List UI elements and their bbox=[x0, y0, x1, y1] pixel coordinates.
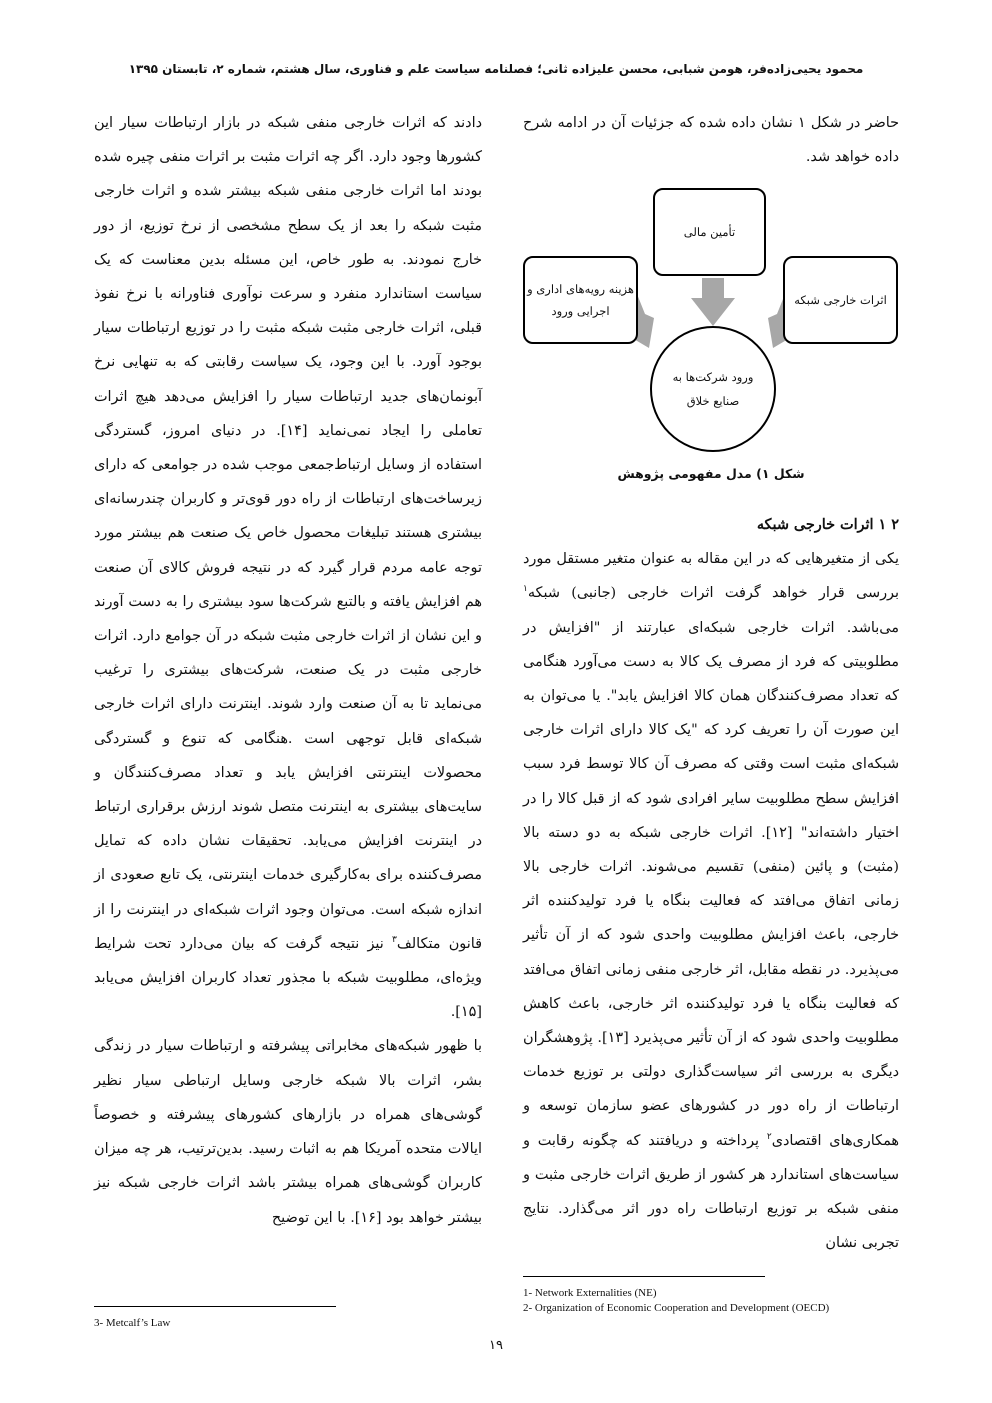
text-segment: پرداخته و دریافتند که چگونه رقابت و سیاست‌های استاندارد هر کشور از طریق اثرات خارجی مثبت و منفی شبکه بر توزیع ارتباطات راه دور اثر می‌گذارد. نتایج تجربی نشان bbox=[523, 1132, 899, 1252]
footnote-rule bbox=[523, 1276, 765, 1277]
text-segment: یکی از متغیرهایی که در این مقاله به عنوان متغیر مستقل مورد بررسی قرار خواهد گرفت اثرات خارجی (جانبی) شبکه bbox=[523, 551, 899, 602]
text-segment: می‌باشد. اثرات خارجی شبکه‌ای عبارتند از "افزایش در مطلوبیتی که فرد از مصرف یک کالا به دست می‌آورد هنگامی که تعداد مصرف‌کنندگان همان کالا افزایش یابد". یا می‌توان به این صورت آن را تعریف کرد که "یک کالا دارای اثرات خارجی شبکه‌ای مثبت است وقتی که مصرف آن کالا توسط فرد سبب افزایش سطح مطلوبیت سایر افرادی شود که از قبل کالا را در اختیار داشته‌اند" [۱۲]. اثرات خارجی شبکه به دو دسته بالا (مثبت) و پائین (منفی) تقسیم می‌شوند. اثرات خارجی بالا زمانی اتفاق می‌افتد که فعالیت بنگاه یا فرد تولیدکننده اثر خارجی، باعث افزایش مطلوبیت واحدی شود که از آن تأثیر می‌پذیرد. در نقطه مقابل، اثر خارجی منفی زمانی اتفاق می‌افتد که فعالیت بنگاه یا فرد تولیدکننده اثر خارجی، باعث کاهش مطلوبیت واحدی شود که از آن تأثیر می‌پذیرد [۱۳]. پژوهشگران دیگری به بررسی اثر سیاست‌گذاری دولتی بر توزیع خدمات ارتباطات از راه دور در کشورهای عضو سازمان توسعه و همکاری‌های اقتصادی bbox=[523, 619, 899, 1149]
footnote-2: 2- Organization of Economic Cooperation and Development (OECD) bbox=[523, 1302, 830, 1314]
left-column bbox=[94, 106, 482, 1235]
arrow-top-down bbox=[691, 278, 735, 326]
body-paragraph bbox=[523, 542, 899, 1260]
running-header: محمود یحیی‌زاده‌فر، هومن شبابی، محسن علیزاده ثانی؛ فصلنامه سیاست علم و فناوری، سال هشتم، شماره ۲، تابستان ۱۳۹۵ bbox=[128, 62, 864, 76]
footnote-marker-1: ۱ bbox=[523, 584, 528, 595]
figure-caption: شکل ۱) مدل مفهومی پژوهش bbox=[617, 466, 805, 481]
body-paragraph: با ظهور شبکه‌های مخابراتی پیشرفته و ارتباطات سیار در زندگی بشر، اثرات بالا شبکه خارجی وسایل ارتباطی سیار نظیر گوشی‌های همراه در بازارهای کشورهای پیشرفته و خصوصاً ایالات متحده آمریکا هم به اثبات رسید. بدین‌ترتیب، هر چه میزان کاربران گوشی‌های همراه بیشتر باشد اثرات خارجی شبکه نیز بیشتر خواهد بود [۱۶]. با این توضیح bbox=[94, 1038, 482, 1226]
footnote-rule bbox=[94, 1306, 336, 1307]
footnotes-left bbox=[94, 1316, 394, 1331]
box-admin-costs: هزینه رویه‌های اداری و اجرایی ورود bbox=[523, 256, 638, 344]
conceptual-model-diagram bbox=[523, 180, 899, 500]
body-paragraph bbox=[94, 106, 482, 1029]
box-network-externalities: اثرات خارجی شبکه bbox=[783, 256, 898, 344]
box-financing: تأمین مالی bbox=[653, 188, 766, 276]
footnote-marker-3: ۳ bbox=[391, 935, 397, 946]
page-number: ۱۹ bbox=[489, 1338, 503, 1353]
intro-paragraph: حاضر در شکل ۱ نشان داده شده که جزئیات آن در ادامه شرح داده خواهد شد. bbox=[523, 115, 899, 166]
footnote-1: 1- Network Externalities (NE) bbox=[523, 1287, 657, 1299]
text-segment: نیز نتیجه گرفت که بیان می‌دارد تحت شرایط ویژه‌ای، مطلوبیت شبکه با مجذور تعداد کاربران افزایش می‌یابد [۱۵]. bbox=[94, 935, 482, 1021]
footnotes-right bbox=[523, 1286, 899, 1316]
circle-firm-entry: ورود شرکت‌ها به صنایع خلاق bbox=[650, 326, 776, 452]
footnote-3: 3- Metcalf’s Law bbox=[94, 1317, 171, 1329]
text-segment: دادند که اثرات خارجی منفی شبکه در بازار ارتباطات سیار این کشورها وجود دارد. اگر چه اثرات مثبت بر اثرات منفی چیره شده بودند اما اثرات خارجی منفی شبکه بیشتر شده و اثرات خارجی مثبت شبکه را بعد از یک سطح مشخصی از نرخ توزیع، از دور خارج نمودند. به طور خاص، این مسئله بدین معناست که یک سیاست استاندارد منفرد و سرعت نوآوری فناورانه با نرخ نفوذ قبلی، اثرات خارجی مثبت شبکه مثبت را در توزیع ارتباطات سیار بوجود آورد. با این وجود، یک سیاست رقابتی که به تنهایی نرخ آبونمان‌های جدید ارتباطات سیار را افزایش می‌دهد هیچ اثرات تعاملی را ایجاد نمی‌نماید [۱۴]. در دنیای امروز، گستردگی استفاده از وسایل ارتباط‌جمعی موجب شده در جوامعی که دارای زیرساخت‌های ارتباطات از راه دور قوی‌تر و کاربران چندرسانه‌ای بیشتری هستند تبلیغات محصول خاص یک صنعت هم بیشتر مورد توجه عامه مردم قرار گیرد که در نتیجه فروش کالای آن صنعت هم افزایش یافته و بالتبع شرکت‌ها سود بیشتری را به دست آورند و این نشان از اثرات خارجی مثبت شبکه در آن جوامع دارد. اثرات خارجی مثبت در یک صنعت، شرکت‌های بیشتری را ترغیب می‌نماید تا به آن صنعت وارد شوند. اینترنت دارای اثرات خارجی شبکه‌ای قابل توجهی است .هنگامی که تنوع و گستردگی محصولات اینترنتی افزایش یابد و تعداد مصرف‌کنندگان و سایت‌های بیشتری به اینترنت متصل شوند ارزش برقراری ارتباط در اینترنت افزایش می‌یابد. تحقیقات نشان داده که تمایل مصرف‌کننده برای به‌کارگیری خدمات اینترنتی، یک تابع صعودی از اندازه شبکه است. می‌توان وجود اثرات شبکه‌ای در اینترنت را از قانون متکالف bbox=[94, 115, 482, 952]
section-title: ۲ ۱ اثرات خارجی شبکه bbox=[756, 516, 899, 533]
right-column bbox=[523, 106, 899, 174]
right-column-body bbox=[523, 508, 899, 1260]
footnote-marker-2: ۲ bbox=[766, 1131, 772, 1142]
